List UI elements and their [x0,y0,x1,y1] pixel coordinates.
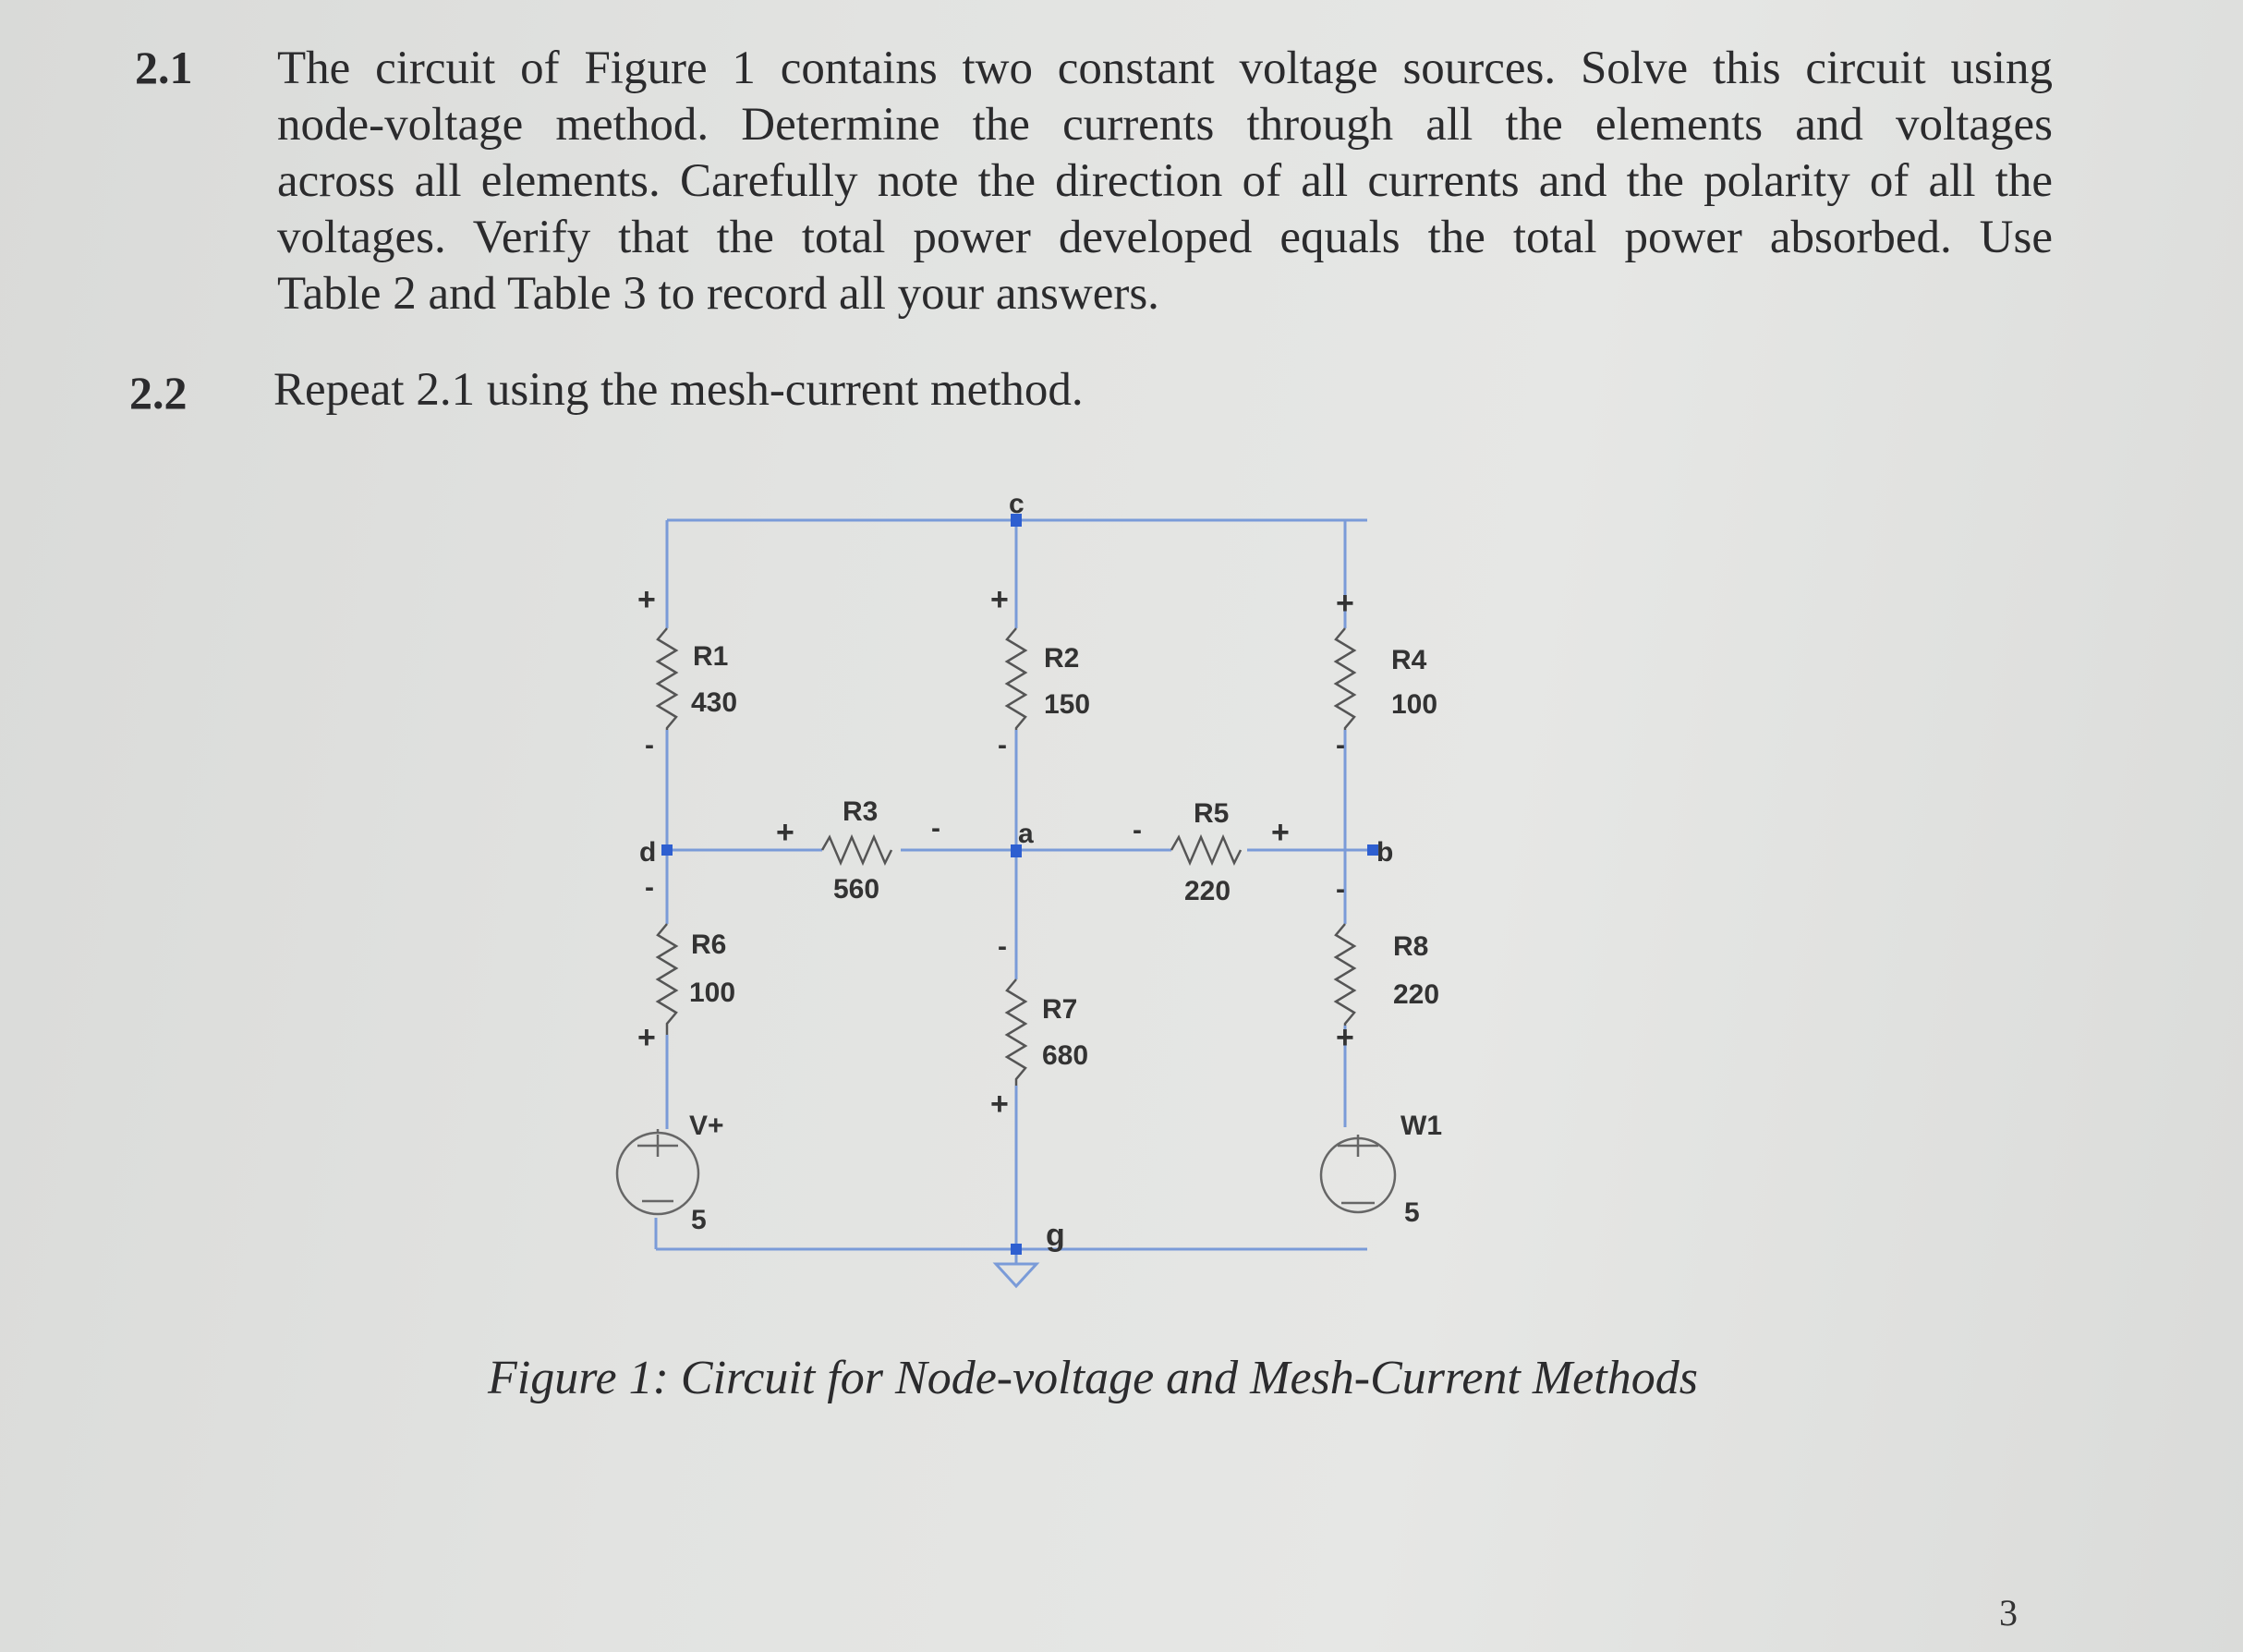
resistor-r8-symbol [1336,924,1354,1026]
r1-value-label: 430 [691,687,738,718]
resistor-r6-symbol [658,924,676,1035]
source-left-name-label: V+ [689,1111,724,1141]
r1-plus-mark: + [637,582,656,617]
voltage-source-right [1321,1135,1395,1212]
r6-plus-mark: + [637,1020,656,1055]
page-number: 3 [1999,1592,2018,1634]
r2-minus-mark: - [998,730,1007,760]
r3-value-label: 560 [833,874,880,905]
r5-minus-mark: - [1133,815,1142,845]
r1-name-label: R1 [693,641,729,672]
r1-minus-mark: - [645,730,654,760]
r6-value-label: 100 [689,978,736,1008]
source-left-value-label: 5 [691,1205,707,1235]
node-markers [661,514,1378,1255]
r5-value-label: 220 [1184,876,1231,906]
circuit-resistors [658,628,1354,1086]
question-2-1-line-2: node-voltage method. Determine the currents through all the elements and voltages [277,99,2053,151]
question-number-2-2: 2.2 [129,367,188,419]
r5-name-label: R5 [1194,798,1230,829]
r2-value-label: 150 [1044,689,1091,720]
resistor-r3-symbol [822,837,891,863]
resistor-r2-symbol [1007,628,1025,730]
r5-plus-mark: + [1271,815,1290,850]
node-label-g: g [1046,1218,1065,1253]
r4-plus-mark: + [1336,586,1354,621]
r8-minus-mark: - [1336,874,1345,905]
voltage-source-left [617,1129,698,1214]
node-d-marker [661,844,673,856]
resistor-r4-symbol [1336,628,1354,730]
question-2-2-line-1: Repeat 2.1 using the mesh-current method. [273,364,1084,416]
r8-value-label: 220 [1393,979,1440,1010]
r8-plus-mark: + [1336,1020,1354,1055]
question-2-1-line-3: across all elements. Carefully note the direction of all currents and the polarity of all the [277,155,2053,207]
r3-plus-mark: + [776,815,794,850]
resistor-r7-symbol [1007,979,1025,1086]
resistor-r5-symbol [1171,837,1241,863]
node-label-b: b [1376,837,1394,868]
question-2-1-line-1: The circuit of Figure 1 contains two constant voltage sources. Solve this circuit using [277,43,2053,94]
question-number-2-1: 2.1 [135,42,193,93]
r4-name-label: R4 [1391,645,1427,675]
r6-name-label: R6 [691,929,727,960]
circuit-wires [656,520,1367,1249]
source-right-name-label: W1 [1400,1111,1442,1141]
node-label-c: c [1009,489,1025,519]
r3-name-label: R3 [843,796,879,827]
node-label-a: a [1018,819,1034,849]
question-2-1-line-5: Table 2 and Table 3 to record all your answers. [277,268,1159,320]
question-2-1-line-4: voltages. Verify that the total power developed equals the total power absorbed. Use [277,212,2053,263]
r2-name-label: R2 [1044,643,1080,674]
r4-minus-mark: - [1336,730,1345,760]
r7-plus-mark: + [990,1087,1009,1122]
r8-name-label: R8 [1393,931,1429,962]
node-g-marker [1011,1244,1022,1255]
figure-caption: Figure 1: Circuit for Node-voltage and Mesh-Current Methods [488,1352,1698,1404]
r7-minus-mark: - [998,931,1007,962]
resistor-r1-symbol [658,628,676,730]
r7-name-label: R7 [1042,994,1078,1025]
r6-minus-mark: - [645,872,654,903]
r4-value-label: 100 [1391,689,1438,720]
source-right-value-label: 5 [1404,1197,1420,1228]
r7-value-label: 680 [1042,1040,1089,1071]
r2-plus-mark: + [990,582,1009,617]
r3-minus-mark: - [931,813,940,844]
node-label-d: d [639,837,657,868]
